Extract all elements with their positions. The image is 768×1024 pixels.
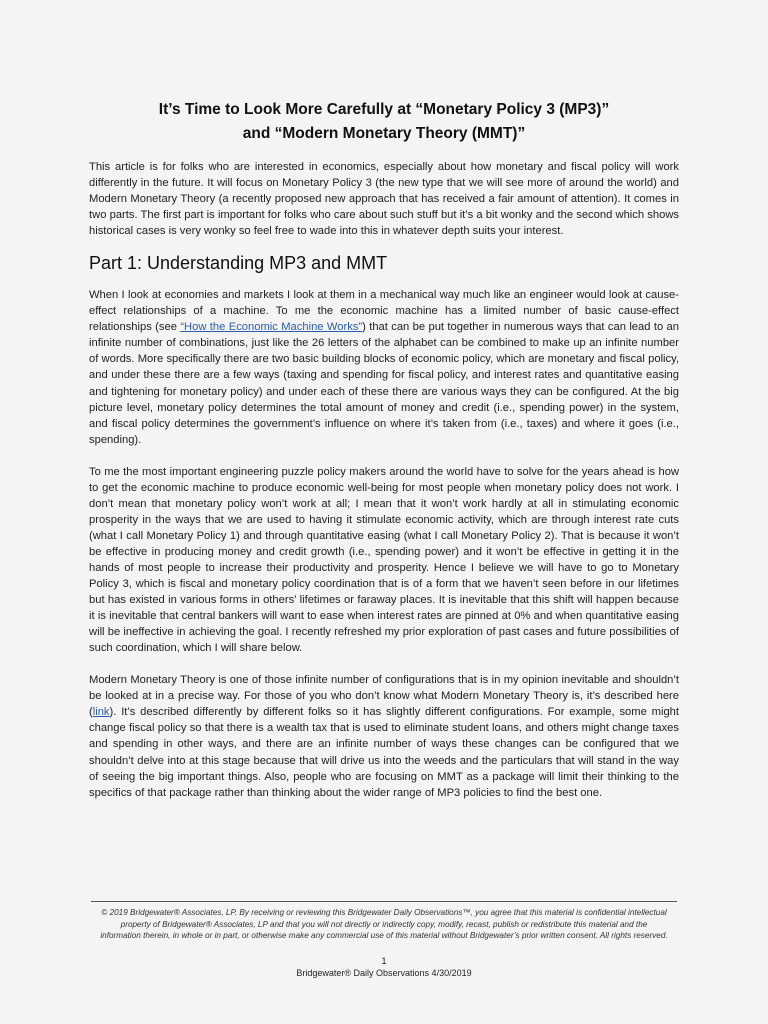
paragraph-text: ). It’s described differently by different folks so it has slightly different configurations. For example, some might change fiscal policy so that there is a wealth tax that is used to eliminate student loans, and others might change taxes and spending in other ways, and there are an infinite number of ways these changes can be configured that we shouldn’t delve into at this stage because that will drive us into the weeds and the particulars that will stand in the way of seeing the big important things. Also, people who are focusing on MMT as a package will limit their thinking to the specifics of that package rather than thinking about the wider range of MP3 policies to find the best one.	[89, 706, 679, 799]
economic-machine-link[interactable]: “How the Economic Machine Works”	[180, 321, 363, 334]
paragraph-text: Modern Monetary Theory is one of those infinite number of configurations that is in my opinion inevitable and shouldn’t be looked at in a precise way. For those of you who don’t know what Modern Monetary Theory is, it’s described here (	[89, 674, 679, 719]
mmt-link[interactable]: link	[92, 706, 110, 719]
paragraph-text: ) that can be put together in numerous ways that can lead to an infinite number of combinations, just like the 26 letters of the alphabet can be combined to make up an infinite number of words. More specifically there are two basic building blocks of economic policy, which are monetary and fiscal policy, and under these there are a few ways (taxing and spending for fiscal policy, and interest rates and quantitative easing and tightening for monetary policy) and under each of these there are various ways they can be configured. At the big picture level, monetary policy determines the total amount of money and credit (i.e., spending power) in the system, and fiscal policy determines the government’s influence on where it’s taken from (i.e., taxes) and where it goes (i.e., spending).	[89, 321, 679, 446]
paragraph-mmt	[89, 672, 679, 800]
intro-paragraph: This article is for folks who are interested in economics, especially about how monetary and fiscal policy will work differently in the future. It will focus on Monetary Policy 3 (the new type that we will see more of around the world) and Modern Monetary Theory (a recently proposed new approach that has received a fair amount of attention). It comes in two parts. The first part is important for folks who care about such stuff but it’s a bit wonky and the second which shows historical cases is very wonky so feel free to wade into this in whatever depth suits your interest.	[89, 161, 679, 238]
paragraph-monetary-policy: To me the most important engineering puzzle policy makers around the world have to solve for the years ahead is how to get the economic machine to produce economic well-being for most people when monetary policy does not work. I don’t mean that monetary policy won’t work at all; I mean that it won’t work hardly at all in stimulating economic prosperity in the ways that we are used to having it stimulate economic activity, which are through interest rate cuts (what I call Monetary Policy 1) and through quantitative easing (what I call Monetary Policy 2). That is because it won’t be effective in producing money and credit growth (i.e., spending power) and it won’t be effective in getting it in the hands of most people to increase their productivity and prosperity. Hence I believe we will have to go to Monetary Policy 3, which is fiscal and monetary policy coordination that is of a form that we haven’t seen before in our lifetimes but has existed in various forms in others’ lifetimes or faraway places. It is inevitable that this shift will happen because it is inevitable that central bankers will want to ease when interest rates are pinned at 0% and when quantitative easing will be ineffective in achieving the goal. I recently refreshed my prior exploration of past cases and future possibilities of such coordination, which I will share below.	[89, 465, 679, 655]
copyright-notice: © 2019 Bridgewater® Associates, LP. By receiving or reviewing this Bridgewater Daily Observations™, you agree that this material is confidential intellectual property of Bridgewater® Associates, LP and that you will not directly or indirectly copy, modify, recast, publish or redistribute this material and the information therein, in whole or in part, or otherwise make any commercial use of this material without Bridgewater’s prior written consent. All rights reserved.	[100, 908, 668, 941]
footer-source: Bridgewater® Daily Observations 4/30/2019	[296, 968, 472, 978]
paragraph-economic-machine	[89, 287, 679, 447]
paragraph-text: When I look at economies and markets I look at them in a mechanical way much like an engineer would look at cause-effect relationships of a machine. To me the economic machine has a limited number of basic cause-effect relationships (see	[89, 289, 679, 334]
title-line-1: It’s Time to Look More Carefully at “Monetary Policy 3 (MP3)”	[158, 101, 610, 118]
section-heading: Part 1: Understanding MP3 and MMT	[89, 253, 388, 274]
title-line-2: and “Modern Monetary Theory (MMT)”	[242, 125, 526, 142]
footer-divider	[91, 901, 677, 902]
document-title	[89, 0, 679, 146]
page-number: 1	[381, 956, 387, 966]
